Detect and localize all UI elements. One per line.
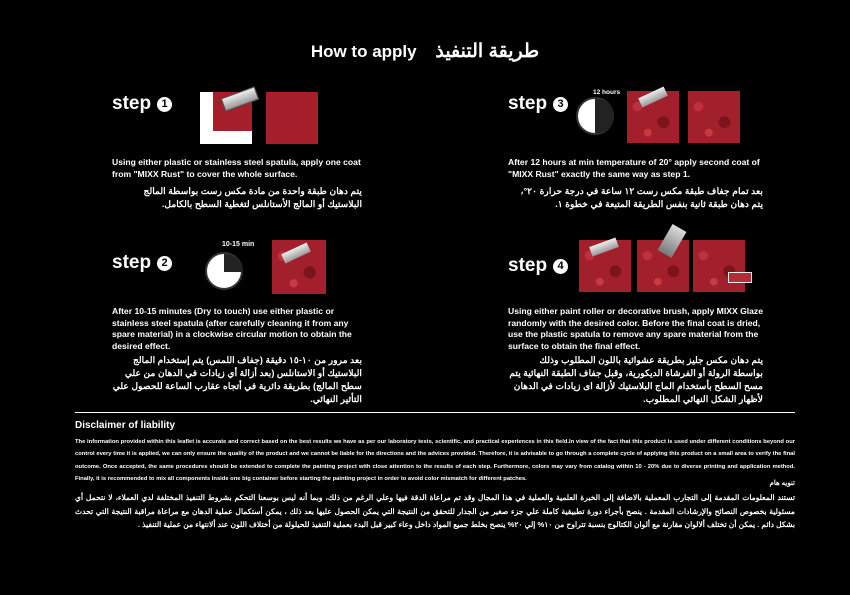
disclaimer-text-ar: تستند المعلومات المقدمة إلى التجارب المعملية بالاضافة إلى الخبرة العلمية والعملية في هذا المجال وقد تم مراعاة الدقة فيها وعلي الرغم من ذلك، وبما أنه ليس بوسعنا التحكم بشروط التنفيذ المختلفة لدي العملاء، لا نتحمل أي مسئولية بخصوص النصائح والإرشادات المقدمة . ينصح بأجراء دورة تطبيقية كاملة علي جزء صغير من الجدار للتحقق من النتيجة التي يمكن الحصول عليها بعد ذلك ، يمكن أستكمال عملية الدهان مع مراعاة مراقبة النتيجة التي تحدث بشكل دائم . يمكن أن تختلف ألالوان مقارنة مع ألوان الكتالوج بنسبة تتراوح من ١٠% إلي ٢٠% ينصح بخلط جميع المواد داخل وعاء كبير قبل البدء بعملية التنفيذ للحيلولة من أختلاف اللون عند ألانتهاء من عملية التنفيذ . (75, 493, 795, 529)
step-4-label: step 4 (508, 255, 568, 277)
step-4-texture-swatch-3 (693, 240, 745, 292)
disclaimer-title-ar: تنويه هام (769, 480, 795, 487)
step-2-text-ar: بعد مرور من ١٠-١٥ دقيقة (جفاف اللمس) يتم إستخدام المالج البلاستيك أو الاستانلس (بعد أزالة أي زيادات في الدهان من علي سطح المالج) بطريقة دائرية في أتجاه عقارب الساعة للحصول علي التأثير النهائي. (112, 355, 362, 404)
disclaimer-text-en: The information provided within this leaflet is accurate and correct based on the best results we have as per our laboratory tests, scientific, and practical experiences in this field.In view of the fact that this product is used under different conditions beyond our control every time it is applied, we can only ensure the quality of the product and we cannot be liable for the directions and the advices provided. Therefore, it is advisable to go through a complete cycle of applying this product on a small area to verify the final outcome. Once accepted, the same procedures should be extended to complete the painting project with close attention to the results of each step. Furthermore, colors may vary from catalog within 10 - 20% due to diverse printing and application method. Finally, it is recommended to mix all components inside one big container before starting the painting project in order to avoid color mismatch for different patches. (75, 439, 795, 482)
step-1-text-en: Using either plastic or stainless steel spatula, apply one coat from "MIXX Rust" to cover the whole surface. (112, 157, 361, 179)
page-title (0, 40, 850, 63)
step-4-text-en: Using either paint roller or decorative brush, apply MIXX Glaze randomly with the desired color. Before the final coat is dried, use the plastic spatula to remove any spare material from the surface to obtain the final effect. (508, 306, 764, 351)
step-2-clock-label: 10-15 min (222, 241, 255, 248)
step-2-label: step 2 (112, 252, 172, 274)
title-en: How to apply (310, 42, 417, 61)
step-3-clock-icon (576, 97, 614, 135)
step-2-badge: 2 (157, 256, 172, 271)
step-1-label: step 1 (112, 93, 172, 115)
step-3-text-en: After 12 hours at min temperature of 20° apply second coat of "MIXX Rust" exactly the same way as step 1. (508, 157, 760, 179)
step-1-red-swatch (266, 92, 318, 144)
step-1-text-ar: يتم دهان طبقة واحدة من مادة مكس رست بواسطة المالج البلاستيك أو المالج الأستانلس لتغطية السطح بالكامل. (143, 186, 362, 209)
step-3-label: step 3 (508, 93, 568, 115)
step-4-text-ar: يتم دهان مكس جليز بطريقة عشوائية باللون المطلوب وذلك بواسطة الرولة أو الفرشاة الديكورية، وقبل جفاف الطبقة النهائية يتم مسح السطح بأستخدام الماج البلاستيك لأزالة اى زيادات في الدهان لأظهار الشكل النهائي المطلوب. (509, 355, 763, 404)
disclaimer-title: Disclaimer of liability (75, 420, 176, 431)
step-3-text-ar: بعد تمام جفاف طبقة مكس رست ١٢ ساعة في درجة حرارة ٢٠°، يتم دهان طبقة ثانية بنفس الطريقة المتبعة في خطوة ١. (520, 186, 763, 209)
title-ar: طريقة التنفيذ (435, 41, 540, 62)
step-2-text-en: After 10-15 minutes (Dry to touch) use either plastic or stainless steel spatula (after carefully cleaning it from any spare material) in a clockwise circular motion to obtain the desired effect. (112, 306, 352, 351)
step-3-clock-label: 12 hours (593, 89, 621, 96)
step-4-roller-icon (728, 272, 752, 283)
step-3-badge: 3 (553, 97, 568, 112)
section-divider (75, 412, 795, 413)
step-4-badge: 4 (553, 259, 568, 274)
step-3-texture-swatch-2 (688, 91, 740, 143)
step-1-badge: 1 (157, 97, 172, 112)
step-2-clock-icon (205, 252, 243, 290)
